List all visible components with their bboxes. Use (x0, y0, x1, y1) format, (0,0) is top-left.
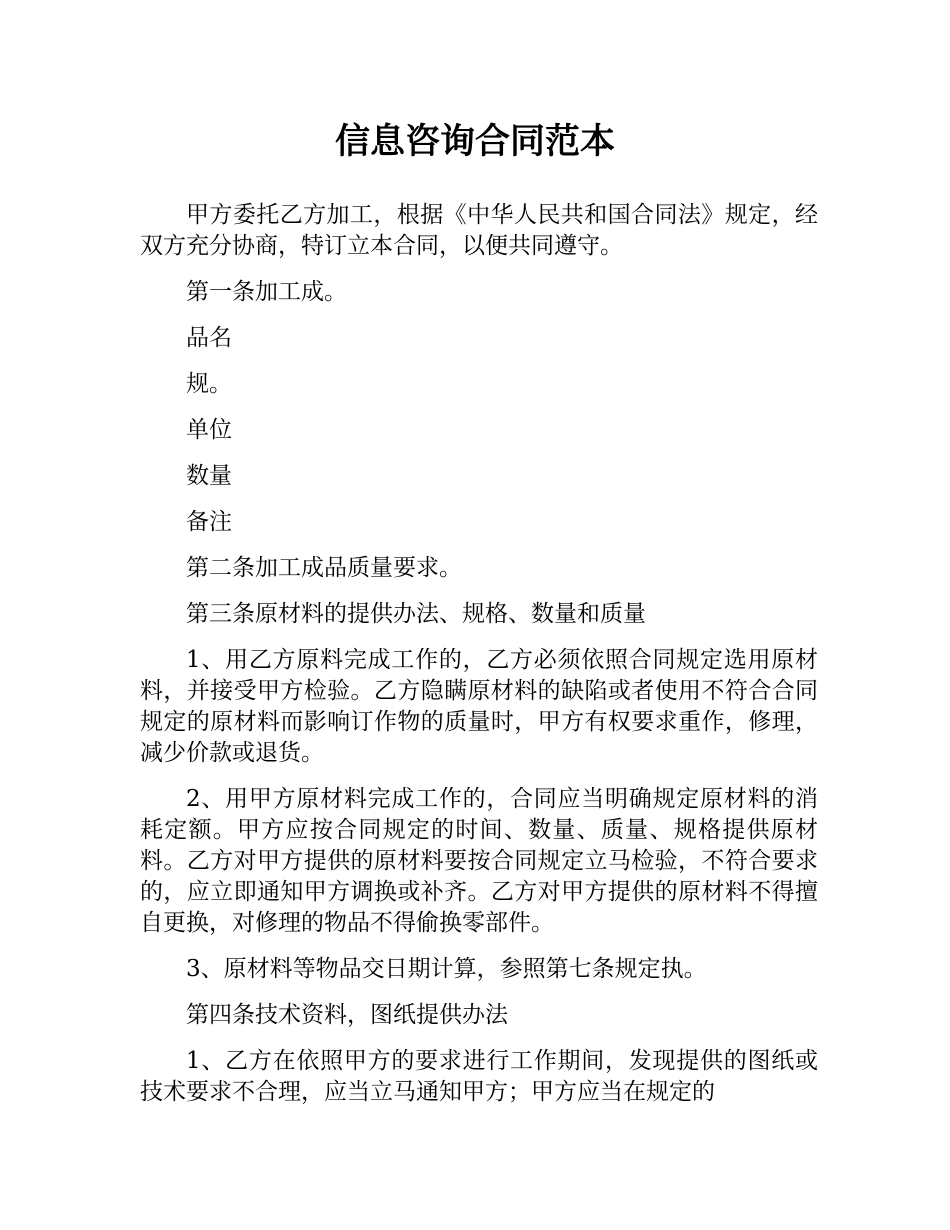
paragraph-article-4: 第四条技术资料，图纸提供办法 (186, 1002, 508, 1028)
paragraph-unit: 单位 (186, 417, 232, 443)
paragraph-article-3-clause-1: 1、用乙方原料完成工作的，乙方必须依照合同规定选用原材料，并接受甲方检验。乙方隐瞒原材料的缺陷或者使用不符合合同规定的原材料而影响订作物的质量时，甲方有权要求重作，修理，减少价款或退货。 (140, 647, 818, 766)
paragraph-article-1: 第一条加工成。 (186, 279, 347, 305)
document-title: 信息咨询合同范本 (334, 122, 615, 162)
document-body (140, 200, 818, 1123)
paragraph-article-3: 第三条原材料的提供办法、规格、数量和质量 (186, 601, 646, 627)
paragraph-intro: 甲方委托乙方加工，根据《中华人民共和国合同法》规定，经双方充分协商，特订立本合同，以便共同遵守。 (140, 202, 818, 259)
paragraph-article-3-clause-3: 3、原材料等物品交日期计算，参照第七条规定执。 (186, 956, 707, 982)
paragraph-item-name: 品名 (186, 325, 232, 351)
paragraph-remark: 备注 (186, 509, 232, 535)
paragraph-quantity: 数量 (186, 463, 232, 489)
paragraph-article-4-clause-1: 1、乙方在依照甲方的要求进行工作期间，发现提供的图纸或技术要求不合理，应当立马通知甲方；甲方应当在规定的 (140, 1048, 818, 1105)
paragraph-spec: 规。 (186, 371, 232, 397)
paragraph-article-3-clause-2: 2、用甲方原材料完成工作的，合同应当明确规定原材料的消耗定额。甲方应按合同规定的时间、数量、质量、规格提供原材料。乙方对甲方提供的原材料要按合同规定立马检验，不符合要求的，应立即通知甲方调换或补齐。乙方对甲方提供的原材料不得擅自更换，对修理的物品不得偷换零部件。 (140, 786, 818, 936)
paragraph-article-2: 第二条加工成品质量要求。 (186, 555, 462, 581)
